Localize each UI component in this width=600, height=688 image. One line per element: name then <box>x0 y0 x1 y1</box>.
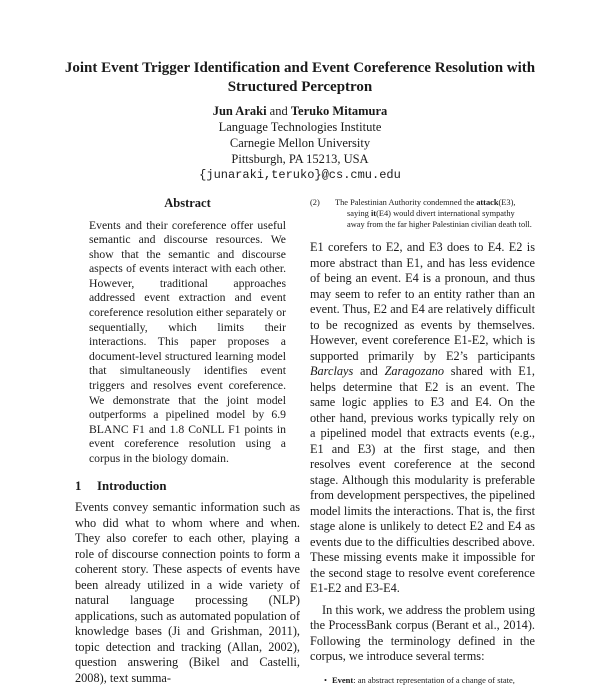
section-heading-introduction <box>75 479 300 495</box>
term-definition: : an abstract representation of a change of state, <box>353 675 515 685</box>
author-name: Teruko Mitamura <box>291 104 387 118</box>
affiliation-university: Carnegie Mellon University <box>100 135 500 151</box>
term-list <box>310 673 535 688</box>
body-paragraph: In this work, we address the problem using the ProcessBank corpus (Berant et al., 2014). Following the terminology defined in the corpus, we introduce several terms: <box>310 603 535 665</box>
section-number: 1 <box>75 479 97 495</box>
term-name: Event <box>332 675 353 685</box>
example-line: The Palestinian Authority condemned the attack(E3), <box>335 197 535 208</box>
italic-term: Barclays <box>310 364 353 378</box>
abstract-heading: Abstract <box>75 196 300 212</box>
right-column <box>310 196 535 688</box>
affiliation-institute: Language Technologies Institute <box>100 119 500 135</box>
author-email: {junaraki,teruko}@cs.cmu.edu <box>100 167 500 183</box>
event-mention: attack <box>476 198 498 207</box>
list-item <box>324 673 535 688</box>
author-conjunction: and <box>270 104 288 118</box>
event-mention: it <box>371 209 376 218</box>
example-label: (2) <box>310 197 320 208</box>
author-block <box>100 103 500 183</box>
left-column <box>75 196 300 686</box>
abstract-text: Events and their coreference offer useful semantic and discourse resources. We show that the semantic and discourse aspects of events interact with each other. However, traditional approaches addressed event extraction and event coreference resolution either separately or sequentially, which limits their interactions. This paper proposes a document-level structured learning model that simultaneously identifies event triggers and resolves event coreference. We demonstrate that the joint model outperforms a pipelined model by 6.9 BLANC F1 and 1.8 CoNLL F1 points in event coreference resolution using a corpus in the biology domain. <box>75 219 300 467</box>
section-title: Introduction <box>97 479 166 493</box>
paper-title: Joint Event Trigger Identification and Event Coreference Resolution with Structured Perceptron <box>60 59 540 97</box>
numbered-example <box>310 197 535 230</box>
body-paragraph: E1 corefers to E2, and E3 does to E4. E2 is more abstract than E1, and has less evidence of being an event. E4 is a pronoun, and thus may seem to refer to an entity rather than an event. Thus, E2 and E4 are relatively difficult to be recognized as events by themselves. However, event coreference E1-E2, which is supported primarily by E2’s participants Barclays and Zaragozano shared with E1, helps determine that E2 is an event. The same logic applies to E3 and E4. On the other hand, previous works typically rely on a pipelined model that extracts events (e.g., E1 and E3) at the first stage, and then resolves event coreference at the second stage. Although this modularity is preferable from development perspectives, the pipelined model limits the interactions. That is, the first stage alone is unlikely to detect E2 and E4 as events due to the difficulties described above. These missing events make it impossible for the second stage to resolve event coreference E1-E2 and E3-E4. <box>310 240 535 597</box>
example-line: away from the far higher Palestinian civilian death toll. <box>335 219 535 230</box>
example-line: saying it(E4) would divert international sympathy <box>335 208 535 219</box>
introduction-paragraph: Events convey semantic information such as who did what to whom where and when. They also corefer to each other, playing a role of discourse connection points to form a coherent story. These aspects of events have been already utilized in a wide variety of natural language processing (NLP) applications, such as automated population of knowledge bases (Ji and Grishman, 2011), topic detection and tracking (Allan, 2002), question answering (Bikel and Castelli, 2008), text summa- <box>75 500 300 686</box>
italic-term: Zaragozano <box>385 364 444 378</box>
author-name: Jun Araki <box>213 104 267 118</box>
affiliation-location: Pittsburgh, PA 15213, USA <box>100 151 500 167</box>
